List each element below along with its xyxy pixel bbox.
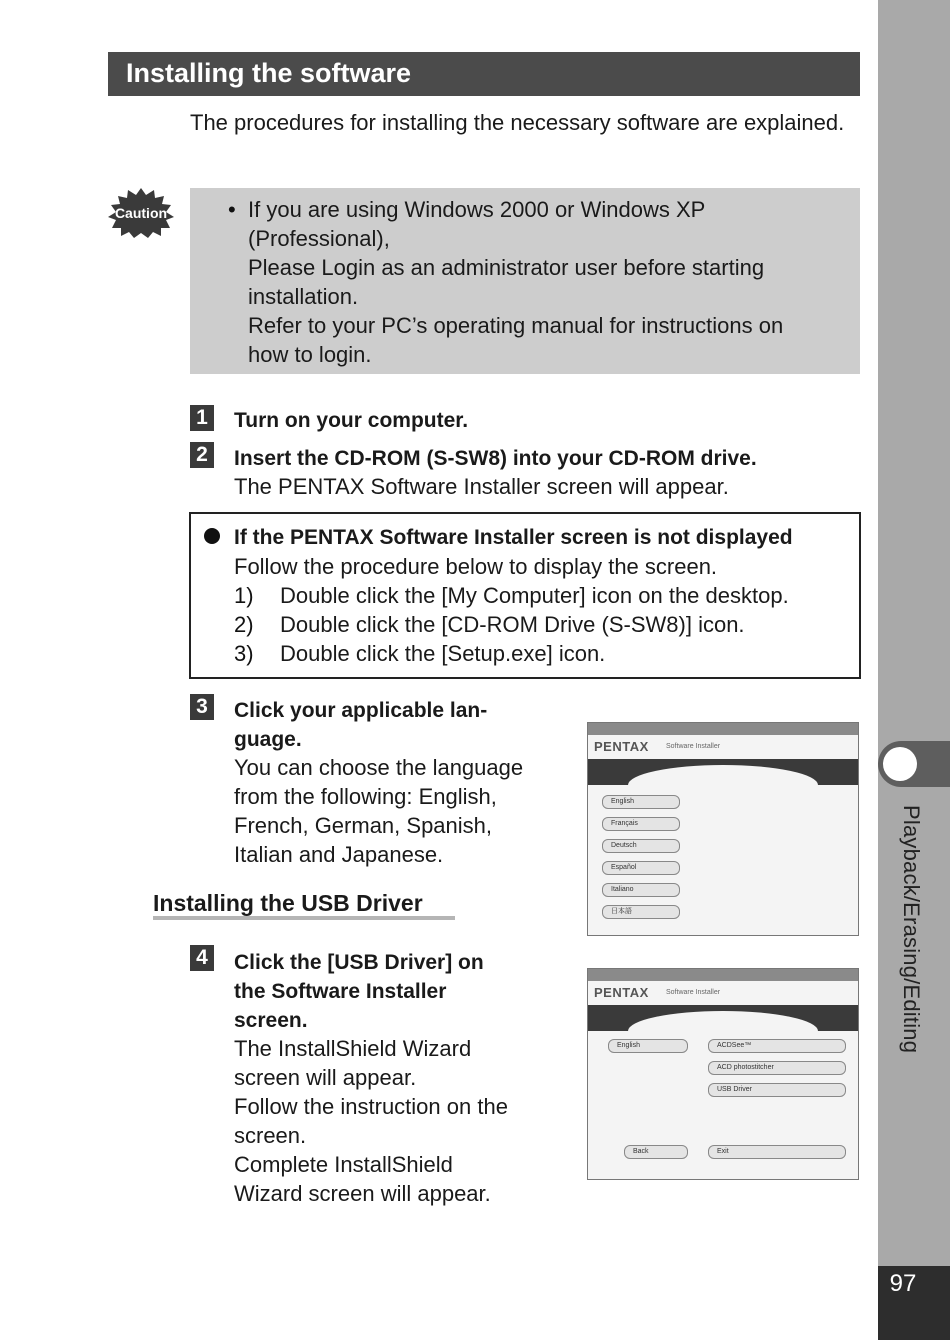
language-button: Español [602, 861, 680, 875]
note-item-text: Double click the [CD-ROM Drive (S-SW8)] icon. [280, 612, 745, 637]
screenshot-titlebar [588, 969, 858, 981]
caution-line: If you are using Windows 2000 or Windows XP [248, 197, 706, 222]
page-number: 97 [889, 1270, 917, 1297]
note-item-number: 2) [234, 612, 254, 637]
language-button: Deutsch [602, 839, 680, 853]
software-button: ACDSee™ [708, 1039, 846, 1053]
step-4-text-line: Follow the instruction on the [234, 1094, 508, 1119]
caution-line: how to login. [248, 342, 372, 367]
installer-menu-screenshot [587, 968, 859, 1180]
bullet-dot-icon [204, 528, 220, 544]
caution-text [248, 195, 848, 369]
language-button: English [602, 795, 680, 809]
step-4-title [234, 948, 554, 1035]
language-button: 日本語 [602, 905, 680, 919]
step-2-title: Insert the CD-ROM (S-SW8) into your CD-ROM drive. [234, 447, 757, 470]
step-3-text-line: from the following: English, [234, 784, 497, 809]
side-tab [878, 0, 950, 1340]
caution-line: (Professional), [248, 226, 390, 251]
step-3-title-line: Click your applicable lan- [234, 699, 488, 722]
step-3-number: 3 [190, 694, 214, 720]
caution-line: installation. [248, 284, 359, 309]
step-4-text [234, 1034, 564, 1208]
step-1-number: 1 [190, 405, 214, 431]
caution-line: Please Login as an administrator user before starting [248, 255, 765, 280]
usb-driver-heading: Installing the USB Driver [153, 890, 423, 916]
step-2-text: The PENTAX Software Installer screen will appear. [234, 474, 729, 499]
note-item-number: 1) [234, 583, 254, 608]
screenshot-logo: PENTAX [594, 985, 649, 1000]
note-item-text: Double click the [Setup.exe] icon. [280, 641, 606, 666]
note-item-number: 3) [234, 641, 254, 666]
intro-text: The procedures for installing the necessary software are explained. [190, 110, 845, 135]
step-3-text-line: Italian and Japanese. [234, 842, 444, 867]
step-4-text-line: screen will appear. [234, 1065, 417, 1090]
step-4-text-line: Complete InstallShield [234, 1152, 453, 1177]
step-3-text-line: French, German, Spanish, [234, 813, 493, 838]
step-4-text-line: The InstallShield Wizard [234, 1036, 472, 1061]
step-3-text-line: You can choose the language [234, 755, 524, 780]
caution-icon [108, 188, 174, 238]
caution-line: Refer to your PC’s operating manual for instructions on [248, 313, 784, 338]
note-item-text: Double click the [My Computer] icon on the desktop. [280, 583, 789, 608]
screenshot-subtitle: Software Installer [666, 743, 721, 750]
step-3-title-line: guage. [234, 728, 302, 751]
step-4-text-line: Wizard screen will appear. [234, 1181, 491, 1206]
caution-icon-label: Caution [114, 205, 168, 221]
exit-button: Exit [708, 1145, 846, 1159]
usb-driver-button: USB Driver [708, 1083, 846, 1097]
software-button: ACD photostitcher [708, 1061, 846, 1075]
page-title: Installing the software [126, 58, 412, 88]
caution-bullet: • [228, 197, 236, 222]
screenshot-logo: PENTAX [594, 739, 649, 754]
note-title: If the PENTAX Software Installer screen is not displayed [234, 526, 793, 549]
step-3-title [234, 696, 554, 754]
language-button: English [608, 1039, 688, 1053]
step-4-title-line: Click the [USB Driver] on [234, 951, 484, 974]
language-button: Italiano [602, 883, 680, 897]
chapter-marker-icon [883, 747, 917, 781]
installer-language-screenshot [587, 722, 859, 936]
language-button: Français [602, 817, 680, 831]
note-description: Follow the procedure below to display the screen. [234, 554, 718, 579]
screenshot-subtitle: Software Installer [666, 989, 721, 996]
chapter-label: Playback/Erasing/Editing [899, 805, 924, 1054]
back-button: Back [624, 1145, 688, 1159]
step-4-title-line: the Software Installer [234, 980, 447, 1003]
step-4-title-line: screen. [234, 1009, 308, 1032]
step-1-title: Turn on your computer. [234, 409, 469, 432]
step-4-text-line: screen. [234, 1123, 307, 1148]
step-2-number: 2 [190, 442, 214, 468]
step-3-text [234, 753, 574, 869]
screenshot-titlebar [588, 723, 858, 735]
step-4-number: 4 [190, 945, 214, 971]
